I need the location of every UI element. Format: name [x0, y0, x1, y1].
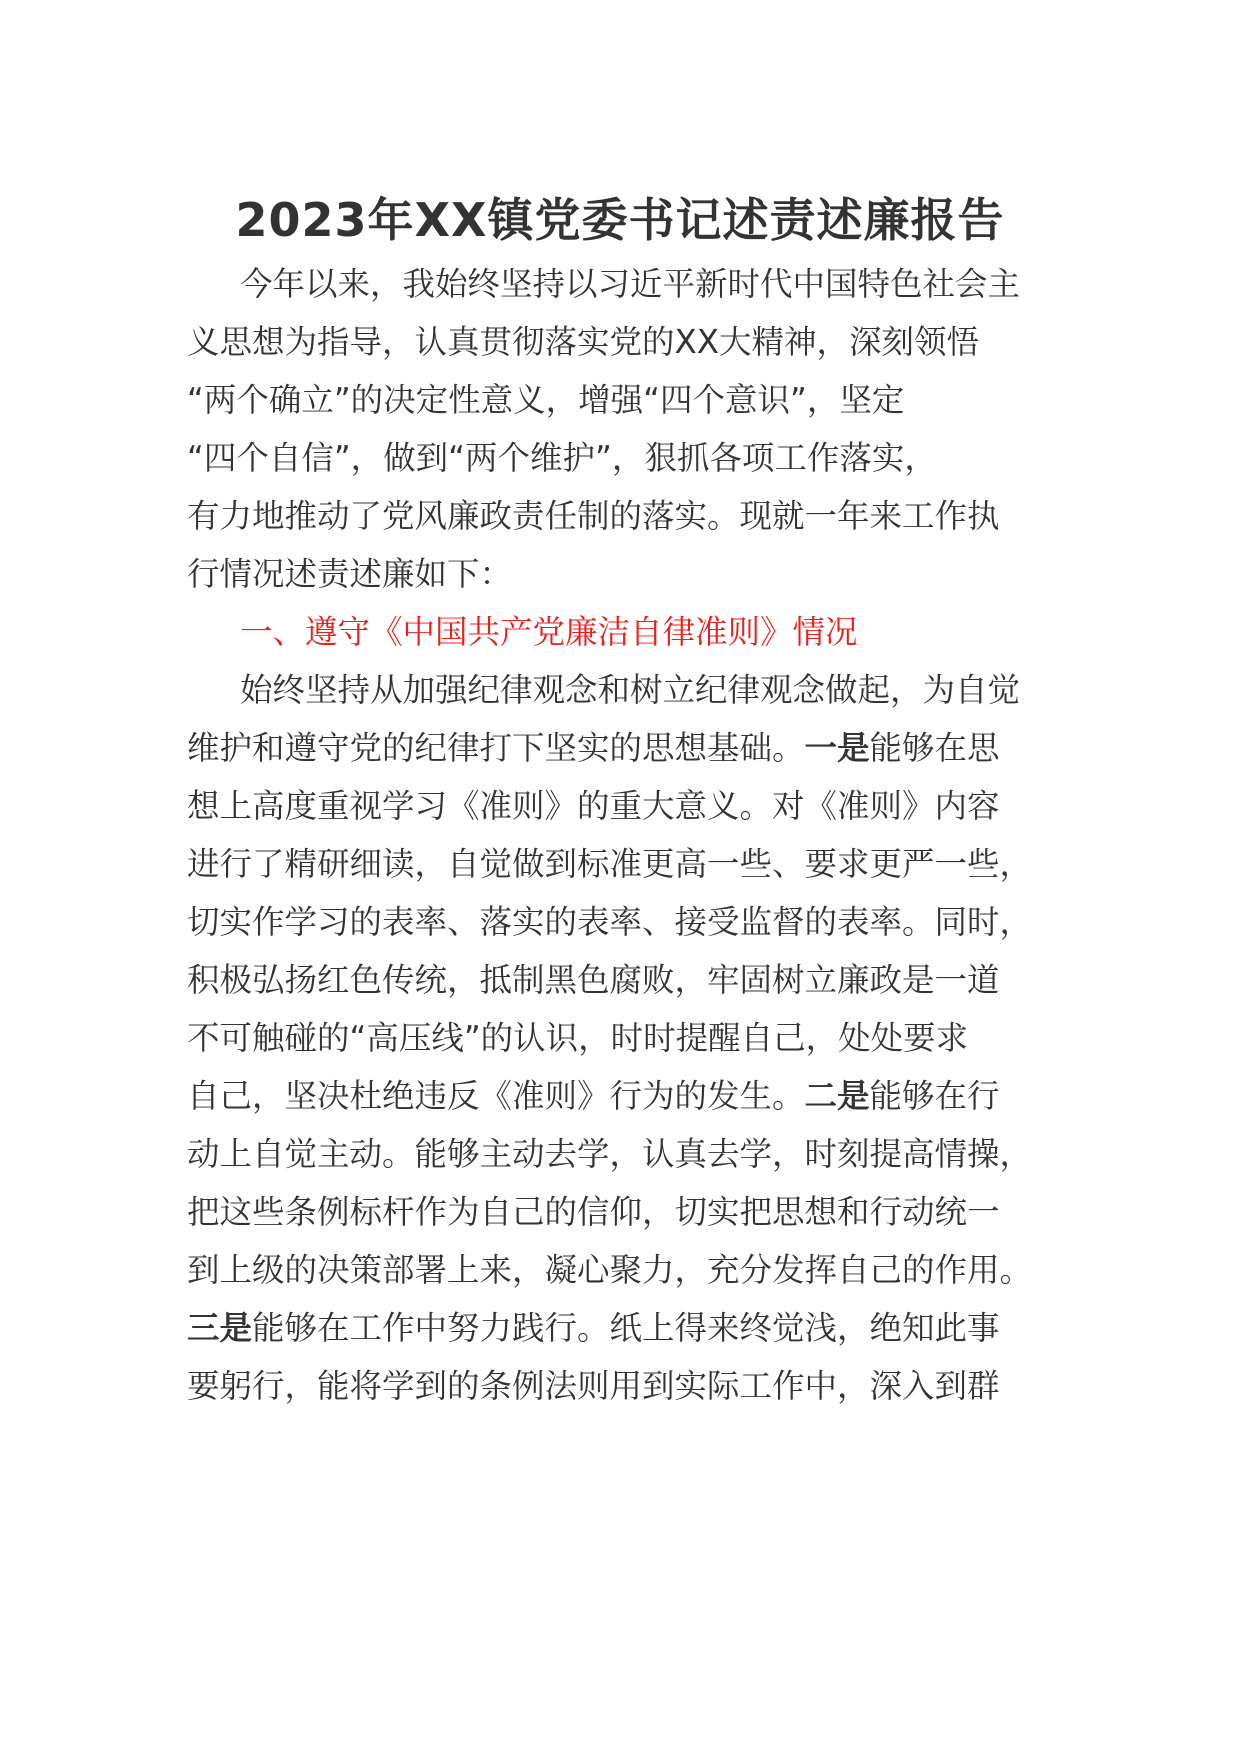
intro-line: 有力地推动了党风廉政责任制的落实。现就一年来工作执 — [187, 497, 1000, 535]
intro-line: 行情况述责述廉如下： — [187, 555, 513, 593]
body-line — [187, 1071, 1000, 1121]
body-line: 进行了精研细读，自觉做到标准更高一些、要求更严一些， — [187, 845, 1033, 883]
body-line: 切实作学习的表率、落实的表率、接受监督的表率。同时， — [187, 903, 1033, 941]
intro-line: “四个自信”，做到“两个维护”，狠抓各项工作落实， — [187, 439, 937, 477]
section-heading: 一、遵守《中国共产党廉洁自律准则》情况 — [240, 613, 858, 651]
body-line — [187, 723, 1000, 773]
bold-marker: 三是 — [187, 1309, 253, 1347]
body-text: 能够在思 — [869, 729, 1000, 767]
body-line: 积极弘扬红色传统，抵制黑色腐败，牢固树立廉政是一道 — [187, 961, 1000, 999]
body-text: 能够在行 — [869, 1077, 1000, 1115]
bold-marker: 一是 — [804, 729, 870, 767]
body-text: 自己，坚决杜绝违反《准则》行为的发生。 — [187, 1077, 805, 1115]
body-line: 要躬行，能将学到的条例法则用到实际工作中，深入到群 — [187, 1367, 1000, 1405]
body-line: 想上高度重视学习《准则》的重大意义。对《准则》内容 — [187, 787, 1000, 825]
intro-line: “两个确立”的决定性意义，增强“四个意识”，坚定 — [187, 381, 905, 419]
body-line: 始终坚持从加强纪律观念和树立纪律观念做起，为自觉 — [240, 671, 1021, 709]
body-text: 能够在工作中努力践行。纸上得来终觉浅，绝知此事 — [252, 1309, 1000, 1347]
body-line — [187, 1303, 1000, 1353]
body-line: 把这些条例标杆作为自己的信仰，切实把思想和行动统一 — [187, 1193, 1000, 1231]
body-line: 不可触碰的“高压线”的认识，时时提醒自己，处处要求 — [187, 1019, 969, 1057]
body-line: 动上自觉主动。能够主动去学，认真去学，时刻提高情操， — [187, 1135, 1033, 1173]
body-text: 维护和遵守党的纪律打下坚实的思想基础。 — [187, 729, 805, 767]
body-line: 到上级的决策部署上来，凝心聚力，充分发挥自己的作用。 — [187, 1251, 1033, 1289]
intro-line: 今年以来，我始终坚持以习近平新时代中国特色社会主 — [240, 265, 1021, 303]
bold-marker: 二是 — [804, 1077, 870, 1115]
document-title: 2023年XX镇党委书记述责述廉报告 — [235, 193, 1005, 247]
intro-line: 义思想为指导，认真贯彻落实党的XX大精神，深刻领悟 — [187, 323, 980, 361]
